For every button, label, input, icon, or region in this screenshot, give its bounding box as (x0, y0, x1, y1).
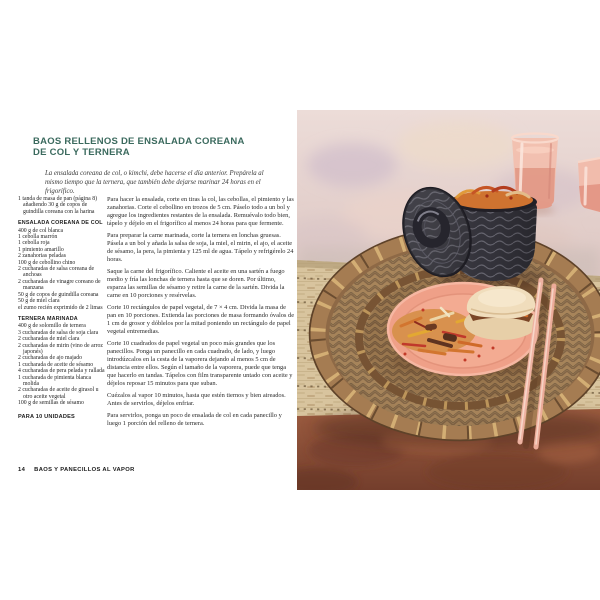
ingredient-line: 400 g de col blanca (18, 227, 64, 234)
recipe-intro: La ensalada coreana de col, o kimchi, debe hacerse el día anterior. Prepárela al mismo tiempo que la ternera, que también debe dejarse marinar 24 horas en el frigorífico. (45, 170, 264, 196)
page-footer (18, 467, 135, 473)
ingredient-line: 2 cucharadas de vinagre coreano de manzana (18, 278, 101, 292)
method-paragraph: Corte 10 cuadrados de papel vegetal un poco más grandes que los panecillos. Ponga un panecillo en cada cuadrado, de lado, y luego introdúzcalos en la cesta de la vaporera dejando al menos 5 cm de distancia entre ellos. Según el tamaño de la vaporera, puede que tenga que hacerlo en tandas. Tápelos con film transparente untado con aceite y déjelos reposar 15 minutos para que suban. (107, 340, 293, 387)
ingredients-section-title: ENSALADA COREANA DE COL (18, 220, 103, 227)
method-paragraph: Para servirlos, ponga un poco de ensalada de col en cada panecillo y luego 1 porción del relleno de ternera. (107, 412, 282, 427)
ingredient-line: 1 cucharada de pimienta blanca molida (18, 374, 92, 387)
ingredient-line: 100 g de semillas de sésamo (18, 400, 84, 407)
ingredient-line: 50 g de miel clara (18, 298, 60, 305)
page-number: 14 (18, 467, 26, 473)
bao-bun (464, 286, 538, 340)
ingredient-line: 1 tanda de masa de pan (página 8) añadiendo 30 g de copos de guindilla coreana con la harina (18, 196, 98, 215)
ingredient-line: 1 cucharada de aceite de sésamo (18, 361, 94, 368)
ingredient-line: 100 g de cebollino chino (18, 259, 76, 266)
ingredient-line: 3 cucharadas de salsa de soja clara (18, 329, 99, 336)
ingredient-line: 2 cucharadas de aceite de girasol u otro aceite vegetal (18, 387, 99, 400)
ingredients-column (18, 196, 108, 426)
footer-section-title: BAOS Y PANECILLOS AL VAPOR (34, 467, 135, 473)
ingredients-section-title: TERNERA MARINADA (18, 315, 78, 322)
ingredient-line: 400 g de solomillo de ternera (18, 323, 86, 330)
method-paragraph: Cuézalos al vapor 10 minutos, hasta que estén tiernos y bien aireados. Antes de servirlos, déjelos enfriar. (107, 392, 286, 407)
recipe-photo (297, 110, 600, 490)
ingredient-line: 1 cebolla marrón (18, 234, 58, 241)
method-paragraph: Corte 10 rectángulos de papel vegetal, de 7 × 4 cm. Divida la masa de pan en 10 porciones. Extienda las porciones de masa formando óvalos de 1 cm de grosor y dóblelos por la mitad poniendo un rectángulo de papel vegetal entremedias. (107, 304, 295, 335)
ingredient-line: 1 pimiento amarillo (18, 246, 64, 253)
ingredient-line: 2 cucharadas de miel clara (18, 336, 80, 343)
ingredient-line: el zumo recién exprimido de 2 limas (18, 304, 103, 311)
method-paragraph: Saque la carne del frigorífico. Caliente el aceite en una sartén a fuego medio y fría las lonchas de ternera hasta que se doren. Por último, esparza las semillas de sésamo y retire la carne de la sartén. Divida la carne en 10 porciones y resérvelas. (107, 268, 285, 299)
recipe-photo-art (297, 110, 600, 490)
ingredient-line: 2 cucharadas de mirin (vino de arroz japonés) (18, 342, 103, 355)
page-title-line2: DE COL Y TERNERA (33, 147, 130, 158)
yield-note: PARA 10 UNIDADES (18, 413, 75, 420)
ingredient-line: 2 zanahorias peladas (18, 253, 66, 260)
ingredient-line: 2 cucharadas de ajo majado (18, 355, 83, 362)
method-paragraph: Para preparar la carne marinada, corte la ternera en lonchas gruesas. Pásela a un bol y añada la salsa de soja, la miel, el mirin, el ajo, el aceite de sésamo, la pera, la pimienta y 125 ml de agua. Tápelo y refrigérelo 24 horas. (107, 232, 294, 263)
ingredient-line: 50 g de copos de guindilla coreana (18, 291, 99, 298)
method-paragraph: Para hacer la ensalada, corte en tiras la col, las cebollas, el pimiento y las zanahorias. Corte el cebollino en trozos de 5 cm. Páselo todo a un bol y agregue los ingredientes restantes de la ensalada. Remuévalo todo bien, tápelo y déjelo en el frigorífico al menos 24 horas para que fermente. (107, 196, 294, 227)
ingredient-line: 2 cucharadas de salsa coreana de anchoas (18, 266, 95, 279)
ingredient-line: 4 cucharadas de pera pelada y rallada (18, 368, 105, 375)
method-column (107, 196, 295, 432)
page-title-line1: BAOS RELLENOS DE ENSALADA COREANA (33, 136, 245, 147)
page-title (33, 136, 283, 158)
pink-glass-2 (578, 158, 600, 212)
ingredient-line: 1 cebolla roja (18, 240, 50, 247)
